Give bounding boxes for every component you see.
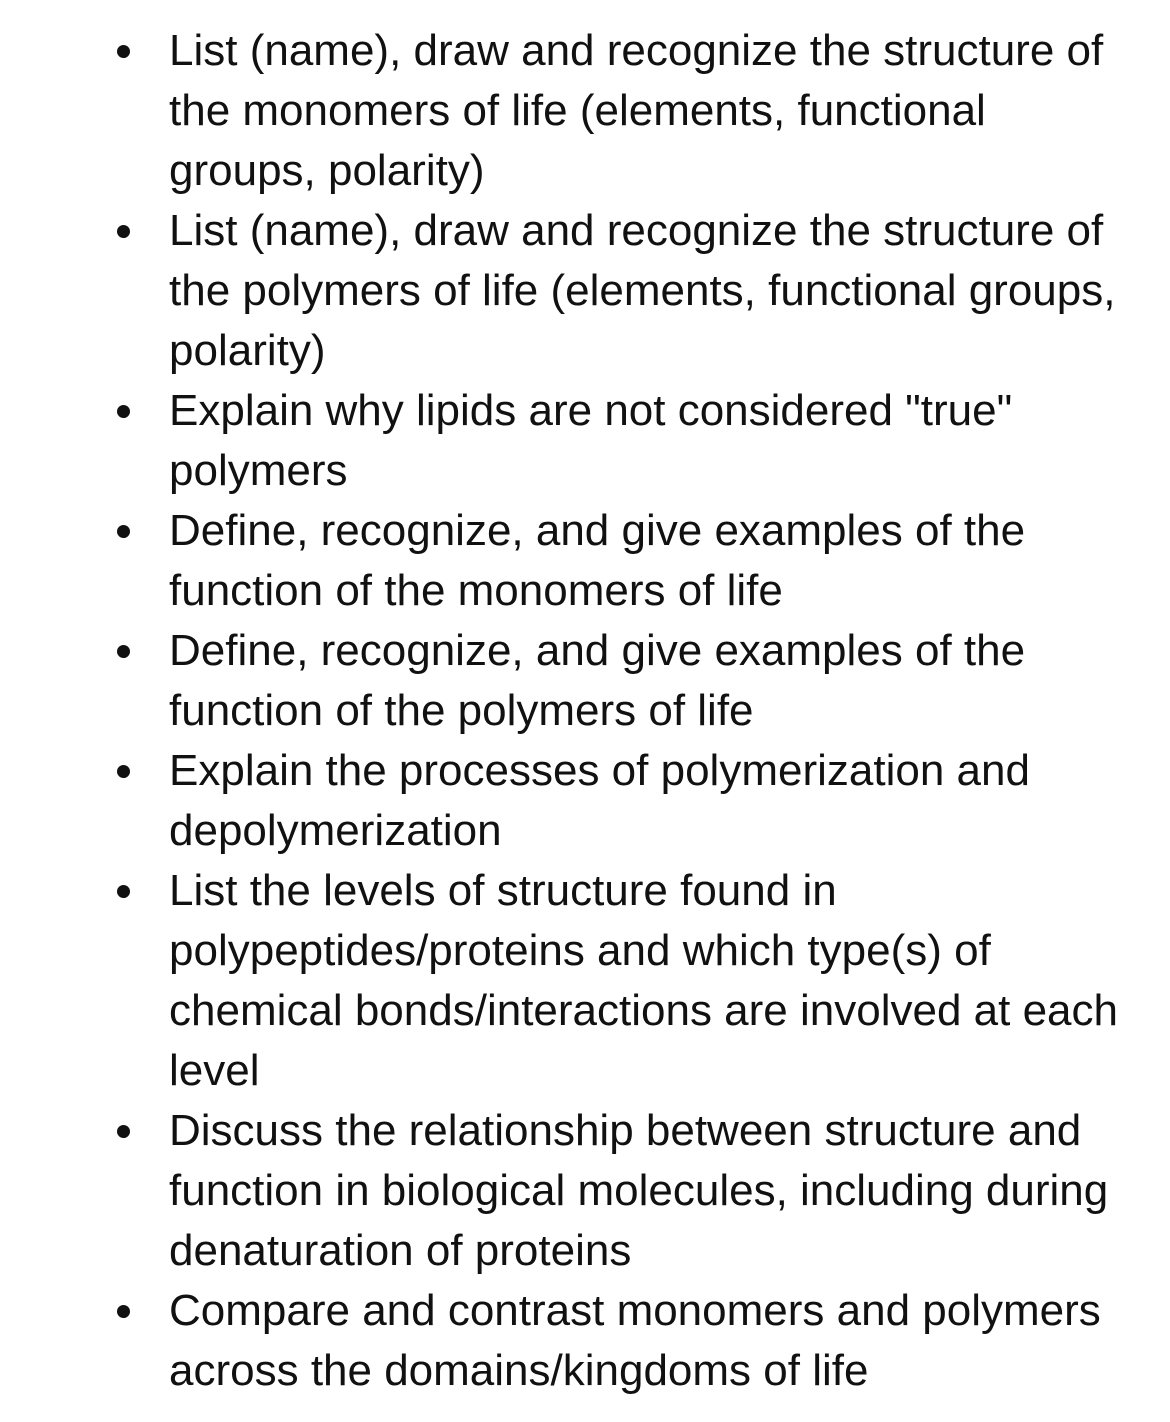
list-item bbox=[0, 201, 1170, 381]
list-item-text: Explain why lipids are not considered "true" polymers bbox=[169, 386, 1013, 495]
list-item bbox=[0, 1281, 1170, 1401]
bullet-icon bbox=[117, 405, 130, 418]
bullet-icon bbox=[117, 1305, 130, 1318]
list-item-text: Explain the processes of polymerization and depolymerization bbox=[169, 746, 1030, 855]
list-item bbox=[0, 501, 1170, 621]
bullet-icon bbox=[117, 45, 130, 58]
list-item bbox=[0, 21, 1170, 201]
list-item-text: Compare and contrast monomers and polymers across the domains/kingdoms of life bbox=[169, 1286, 1101, 1395]
list-item-text: List (name), draw and recognize the structure of the polymers of life (elements, functional groups, polarity) bbox=[169, 206, 1116, 375]
bullet-icon bbox=[117, 645, 130, 658]
bullet-icon bbox=[117, 1125, 130, 1138]
bullet-icon bbox=[117, 225, 130, 238]
list-item-text: Discuss the relationship between structure and function in biological molecules, including during denaturation of proteins bbox=[169, 1106, 1109, 1275]
list-item-text: List the levels of structure found in polypeptides/proteins and which type(s) of chemical bonds/interactions are involved at each level bbox=[169, 866, 1118, 1095]
list-item bbox=[0, 861, 1170, 1101]
list-item bbox=[0, 381, 1170, 501]
bullet-icon bbox=[117, 525, 130, 538]
list-item bbox=[0, 1101, 1170, 1281]
list-item bbox=[0, 621, 1170, 741]
list-item-text: Define, recognize, and give examples of the function of the polymers of life bbox=[169, 626, 1026, 735]
list-item-text: Define, recognize, and give examples of the function of the monomers of life bbox=[169, 506, 1026, 615]
bullet-icon bbox=[117, 885, 130, 898]
bullet-icon bbox=[117, 765, 130, 778]
list-item-text: List (name), draw and recognize the structure of the monomers of life (elements, functional groups, polarity) bbox=[169, 26, 1104, 195]
list-item bbox=[0, 741, 1170, 861]
